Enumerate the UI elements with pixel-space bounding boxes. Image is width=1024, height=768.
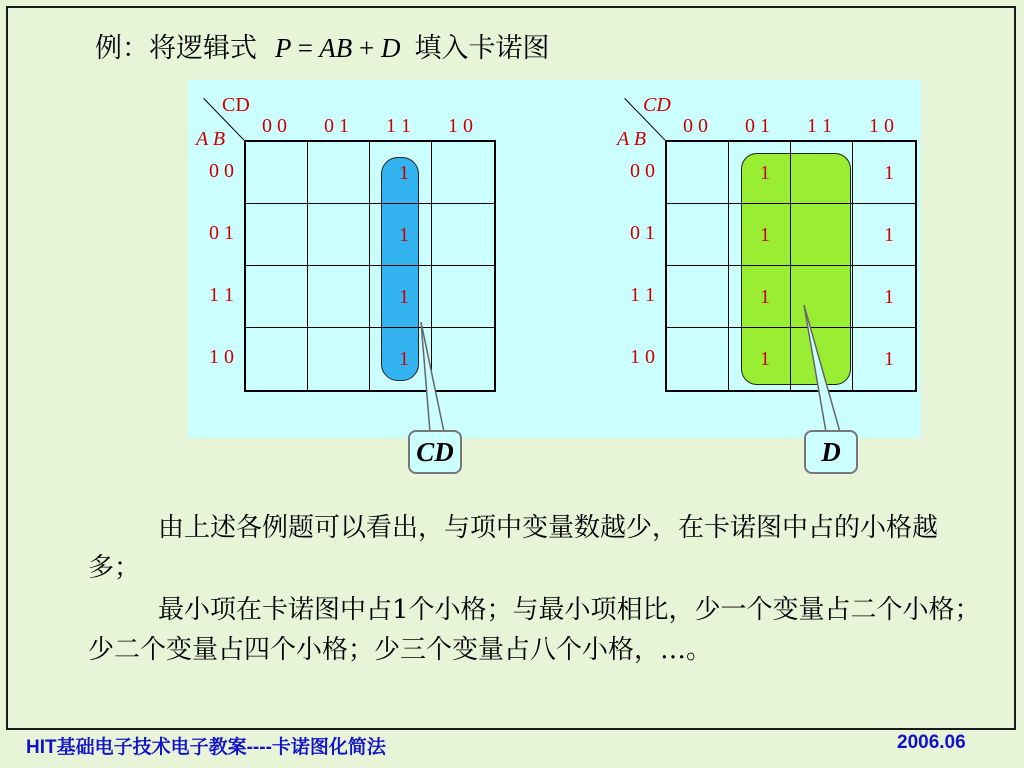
kmap-2-row-divider xyxy=(665,265,917,266)
footer-course: 基础电子技术电子教案----卡诺图化简法 xyxy=(56,737,386,758)
kmap-2-cell-value: 1 xyxy=(760,162,770,184)
kmap-1-cell-value: 1 xyxy=(399,224,409,246)
kmap-1-col-divider xyxy=(307,140,308,392)
kmap-2-col-header: 1 1 xyxy=(807,115,832,137)
kmap-1-callout: CD xyxy=(408,430,462,474)
kmap-1-ab-label: A B xyxy=(196,128,226,150)
kmap-1-cell-value: 1 xyxy=(399,348,409,370)
kmap-1-col-divider xyxy=(369,140,370,392)
kmap-2-col-divider xyxy=(790,140,791,392)
kmap-1-row-header: 0 0 xyxy=(209,160,234,182)
kmap-2-row-header: 1 1 xyxy=(630,284,655,306)
formula-plus: + xyxy=(359,33,375,63)
kmap-2-row-divider xyxy=(665,203,917,204)
title-suffix: 填入卡诺图 xyxy=(414,33,550,64)
kmap-2-cell-value: 1 xyxy=(884,224,894,246)
kmap-2-col-header: 0 1 xyxy=(745,115,770,137)
kmap-2-callout: D xyxy=(804,430,858,474)
kmap-1-row-divider xyxy=(244,265,496,266)
kmap-2-row-header: 0 1 xyxy=(630,222,655,244)
kmap-1-cell-value: 1 xyxy=(399,162,409,184)
kmap-1-cd-label: CD xyxy=(222,94,250,116)
kmap-2-ab-label: A B xyxy=(617,128,647,150)
kmap-1-row-divider xyxy=(244,203,496,204)
kmap-1-row-header: 1 1 xyxy=(209,284,234,306)
kmap-2-cell-value: 1 xyxy=(884,286,894,308)
kmap-1-row-header: 0 1 xyxy=(209,222,234,244)
paragraph-2: 最小项在卡诺图中占1个小格；与最小项相比，少一个变量占二个小格；少二个变量占四个小格；少三个变量占八个小格，…。 xyxy=(88,595,981,665)
paragraph-1: 由上述各例题可以看出，与项中变量数越少，在卡诺图中占的小格越多； xyxy=(88,513,939,583)
title-prefix: 例：将逻辑式 xyxy=(95,33,257,64)
kmap-2-col-header: 1 0 xyxy=(869,115,894,137)
kmap-2-row-header: 1 0 xyxy=(630,346,655,368)
formula-term-ab: AB xyxy=(319,33,353,63)
kmap-2-cell-value: 1 xyxy=(884,162,894,184)
kmap-2-grid xyxy=(665,140,917,392)
kmap-2-row-header: 0 0 xyxy=(630,160,655,182)
kmap-1-col-divider xyxy=(431,140,432,392)
kmap-1-col-header: 0 0 xyxy=(262,115,287,137)
kmap-2-col-divider xyxy=(852,140,853,392)
kmap-2-cell-value: 1 xyxy=(884,348,894,370)
kmap-2-cd-label: CD xyxy=(643,94,671,116)
kmap-2-cell-value: 1 xyxy=(760,224,770,246)
kmap-1-col-header: 0 1 xyxy=(324,115,349,137)
footer-hit: HIT xyxy=(26,737,57,758)
formula-equals: = xyxy=(297,33,313,63)
kmap-2-cell-value: 1 xyxy=(760,348,770,370)
formula-lhs: P xyxy=(275,33,292,63)
formula-term-d: D xyxy=(381,33,401,63)
slide-title xyxy=(95,26,550,65)
kmap-2-col-divider xyxy=(728,140,729,392)
kmap-2-row-divider xyxy=(665,327,917,328)
kmap-1-grid xyxy=(244,140,496,392)
kmap-2-col-header: 0 0 xyxy=(683,115,708,137)
kmap-1-col-header: 1 1 xyxy=(386,115,411,137)
footer-date: 2006.06 xyxy=(897,732,966,753)
kmap-2-cell-value: 1 xyxy=(760,286,770,308)
kmap-1-row-header: 1 0 xyxy=(209,346,234,368)
kmap-1-col-header: 1 0 xyxy=(448,115,473,137)
footer-title xyxy=(26,732,386,759)
kmap-1-row-divider xyxy=(244,327,496,328)
kmap-1-cell-value: 1 xyxy=(399,286,409,308)
logic-formula xyxy=(275,33,401,63)
